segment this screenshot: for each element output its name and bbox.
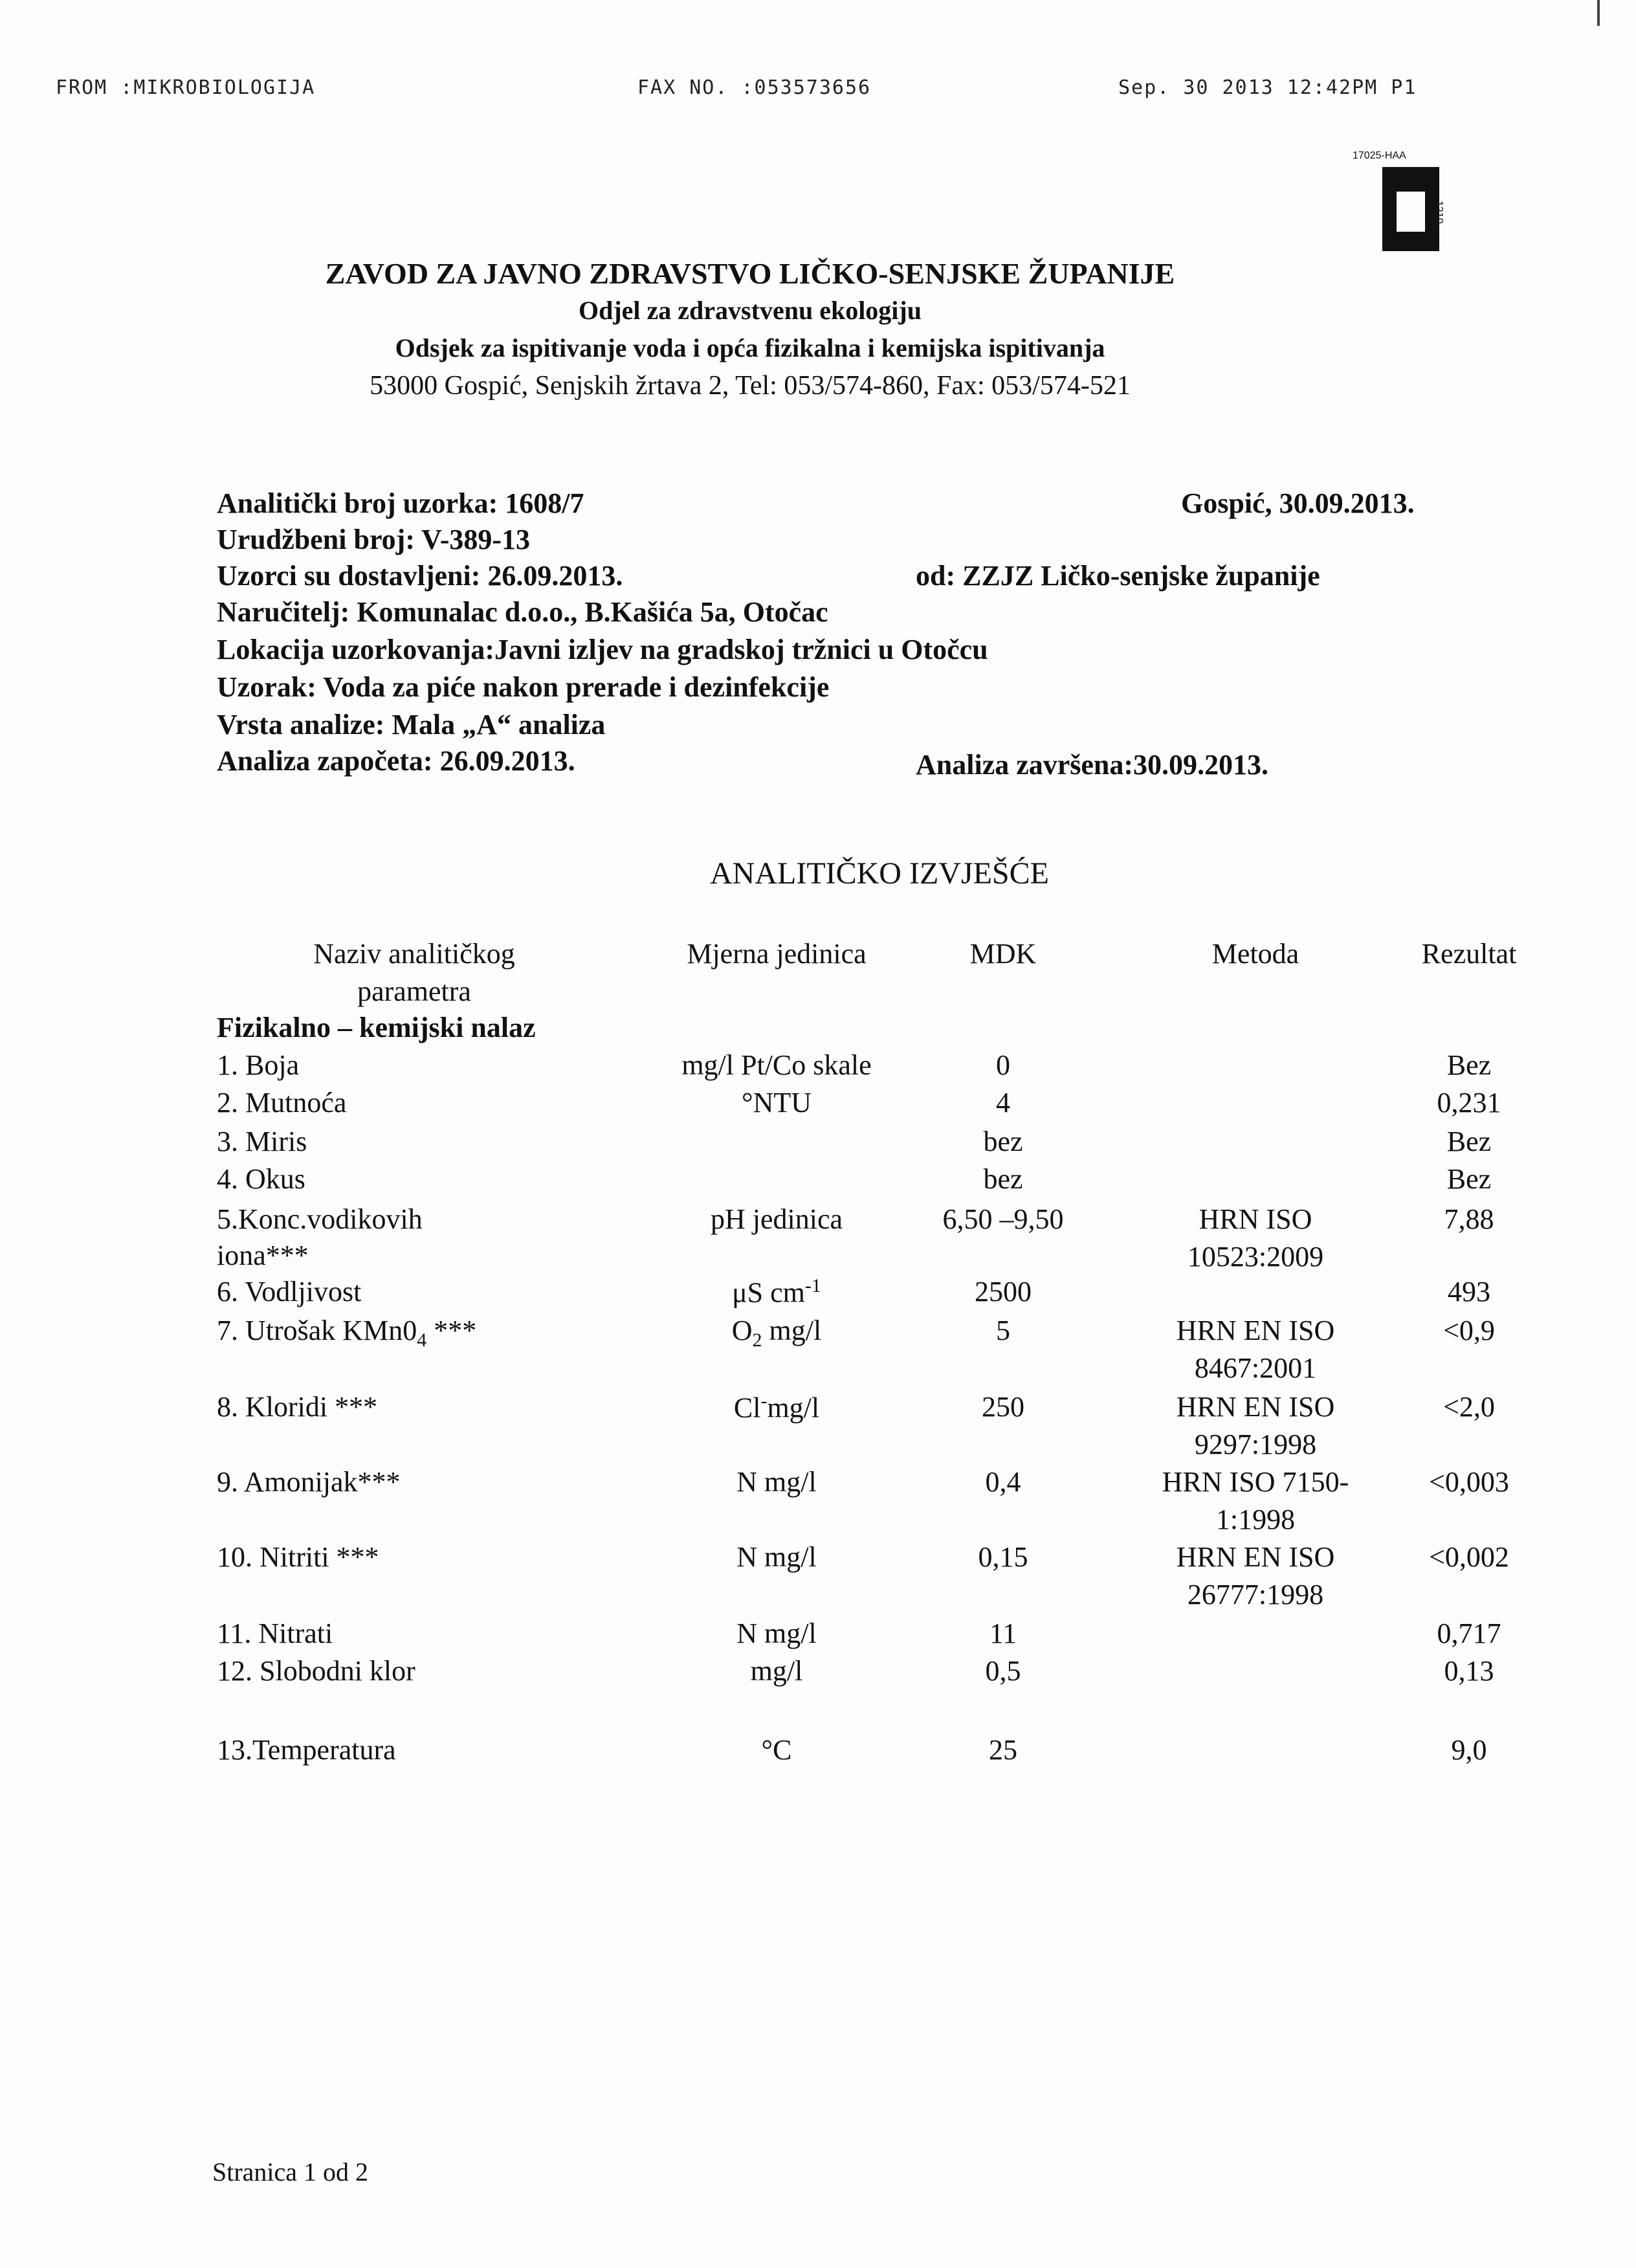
row-parameter (217, 1390, 377, 1423)
row-result: Bez (1446, 1163, 1492, 1195)
row-mdk: 11 (989, 1618, 1017, 1649)
row-parameter (217, 1086, 346, 1119)
row-unit-sup: -1 (804, 1275, 821, 1296)
row-parameter (217, 1654, 415, 1687)
analysis-started: Analiza započeta: 26.09.2013. (217, 745, 575, 777)
row-method-line2: 8467:2001 (1194, 1352, 1317, 1384)
registry-number: Urudžbeni broj: V-389-13 (217, 524, 530, 555)
row-result: 0,717 (1437, 1618, 1501, 1649)
row-parameter (217, 1617, 333, 1650)
analysis-finished: Analiza završena:30.09.2013. (916, 749, 1269, 781)
row-parameter-text: 10. Nitriti *** (217, 1541, 379, 1573)
fax-number: FAX NO. :053573656 (637, 76, 872, 99)
row-parameter-text: 12. Slobodni klor (217, 1655, 415, 1687)
place-date: Gospić, 30.09.2013. (1181, 487, 1415, 519)
fax-date: Sep. 30 2013 12:42PM P1 (1118, 76, 1417, 99)
row-parameter-text: 13.Temperatura (217, 1734, 396, 1766)
row-method-line2: 1:1998 (1215, 1504, 1296, 1535)
row-parameter (217, 1162, 305, 1195)
delivered-date: Uzorci su dostavljeni: 26.09.2013. (217, 560, 623, 592)
accreditation-logo (1382, 167, 1439, 251)
row-unit-tail: mg/l (767, 1392, 820, 1424)
row-parameter-line2: iona*** (217, 1240, 309, 1271)
row-method: HRN ISO 7150- (1162, 1466, 1349, 1498)
client: Naručitelj: Komunalac d.o.o., B.Kašića 5a, Otočac (217, 596, 828, 628)
row-unit-sub: 2 (752, 1329, 762, 1351)
institute-name: ZAVOD ZA JAVNO ZDRAVSTVO LIČKO-SENJSKE ŽUPANIJE (325, 257, 1175, 290)
row-parameter-text: 1. Boja (217, 1049, 300, 1081)
row-parameter-text: 3. Miris (217, 1126, 307, 1157)
row-mdk: 0 (996, 1049, 1010, 1081)
row-parameter-text: 8. Kloridi *** (217, 1391, 378, 1423)
row-method: HRN EN ISO (1176, 1315, 1335, 1346)
row-result: 493 (1448, 1276, 1490, 1307)
row-result: <0,003 (1429, 1466, 1509, 1498)
row-mdk: 5 (996, 1315, 1010, 1346)
row-mdk: 0,15 (978, 1541, 1028, 1573)
header-mdk: MDK (969, 938, 1037, 970)
row-parameter-text: 4. Okus (217, 1163, 305, 1195)
row-unit-text: N mg/l (736, 1466, 817, 1498)
row-mdk: bez (983, 1126, 1023, 1157)
row-unit-text: O (731, 1315, 753, 1346)
row-unit-text: μS cm (732, 1276, 805, 1309)
row-parameter (217, 1314, 476, 1351)
logo-side-code: 1210 (1433, 201, 1444, 224)
row-method-line2: 10523:2009 (1187, 1241, 1324, 1273)
header-parameter-2: parametra (357, 975, 471, 1007)
row-method-line2: 9297:1998 (1194, 1429, 1317, 1460)
section-heading: Fizikalno – kemijski nalaz (217, 1012, 536, 1043)
row-parameter-text: 2. Mutnoća (217, 1087, 347, 1118)
row-mdk: 0,4 (985, 1466, 1021, 1498)
sampling-location: Lokacija uzorkovanja:Javni izljev na gradskoj tržnici u Otočcu (217, 634, 988, 665)
row-parameter (217, 1049, 299, 1082)
fax-from: FROM :MIKROBIOLOGIJA (56, 76, 316, 99)
row-unit-text: mg/l (750, 1655, 803, 1687)
institute-address: 53000 Gospić, Senjskih žrtava 2, Tel: 053/574-860, Fax: 053/574-521 (370, 371, 1131, 401)
row-method: HRN EN ISO (1176, 1541, 1335, 1573)
logo-code: 17025-HAA (1353, 150, 1406, 161)
row-mdk: 250 (982, 1391, 1024, 1423)
row-parameter (217, 1540, 379, 1573)
row-mdk: 25 (989, 1734, 1017, 1766)
row-unit-text: N mg/l (736, 1618, 817, 1649)
row-result: <0,002 (1429, 1541, 1509, 1573)
row-parameter (217, 1125, 307, 1158)
header-method: Metoda (1211, 938, 1299, 970)
row-result: <2,0 (1443, 1391, 1495, 1423)
header-unit: Mjerna jedinica (687, 938, 867, 970)
row-parameter-sub: 4 (417, 1329, 427, 1351)
row-result: 9,0 (1451, 1734, 1487, 1766)
row-result: Bez (1446, 1049, 1492, 1081)
row-unit-sup: - (760, 1390, 768, 1412)
row-method: HRN ISO (1199, 1203, 1312, 1235)
row-parameter-text: 5.Konc.vodikovih (217, 1203, 423, 1235)
report-title: ANALITIČKO IZVJEŠĆE (710, 856, 1049, 891)
row-parameter-text: 9. Amonijak*** (217, 1466, 401, 1498)
analytic-number: Analitički broj uzorka: 1608/7 (217, 487, 584, 519)
row-unit-text: pH jedinica (710, 1203, 843, 1235)
row-mdk: 0,5 (985, 1655, 1021, 1687)
row-parameter-text: 6. Vodljivost (217, 1276, 362, 1307)
row-result: 7,88 (1444, 1203, 1494, 1235)
row-parameter-tail: *** (426, 1315, 477, 1346)
institute-section: Odsjek za ispitivanje voda i opća fizikalna i kemijska ispitivanja (395, 333, 1105, 362)
row-mdk: 6,50 –9,50 (942, 1203, 1064, 1235)
delivered-by: od: ZZJZ Ličko-senjske županije (916, 560, 1320, 592)
row-parameter (217, 1275, 361, 1308)
row-mdk: 2500 (975, 1276, 1032, 1307)
row-unit-tail: mg/l (762, 1315, 822, 1346)
page-edge-mark (1597, 0, 1600, 26)
row-unit-text: °NTU (741, 1087, 812, 1118)
row-mdk: bez (983, 1163, 1023, 1195)
sample-type: Uzorak: Voda za piće nakon prerade i dezinfekcije (217, 671, 830, 703)
row-unit-text: Cl (733, 1392, 761, 1424)
row-result: 0,231 (1437, 1087, 1501, 1118)
row-result: <0,9 (1443, 1315, 1495, 1346)
page-number: Stranica 1 od 2 (212, 2157, 369, 2186)
row-unit-text: N mg/l (736, 1541, 817, 1573)
row-parameter (217, 1733, 396, 1766)
row-parameter-text: 11. Nitrati (217, 1618, 333, 1649)
header-parameter: Naziv analitičkog (313, 938, 515, 970)
row-parameter (217, 1465, 401, 1498)
row-parameter-text: 7. Utrošak KMn0 (217, 1315, 417, 1346)
row-result: Bez (1446, 1126, 1492, 1157)
row-mdk: 4 (996, 1087, 1010, 1118)
analysis-type: Vrsta analize: Mala „A“ analiza (217, 709, 606, 740)
row-parameter (217, 1203, 423, 1236)
row-method: HRN EN ISO (1176, 1391, 1335, 1423)
row-unit-text: °C (761, 1734, 792, 1766)
header-result: Rezultat (1421, 938, 1517, 970)
institute-department: Odjel za zdravstvenu ekologiju (579, 296, 922, 325)
row-method-line2: 26777:1998 (1187, 1579, 1324, 1610)
row-unit-text: mg/l Pt/Co skale (681, 1049, 872, 1081)
row-result: 0,13 (1444, 1655, 1494, 1687)
